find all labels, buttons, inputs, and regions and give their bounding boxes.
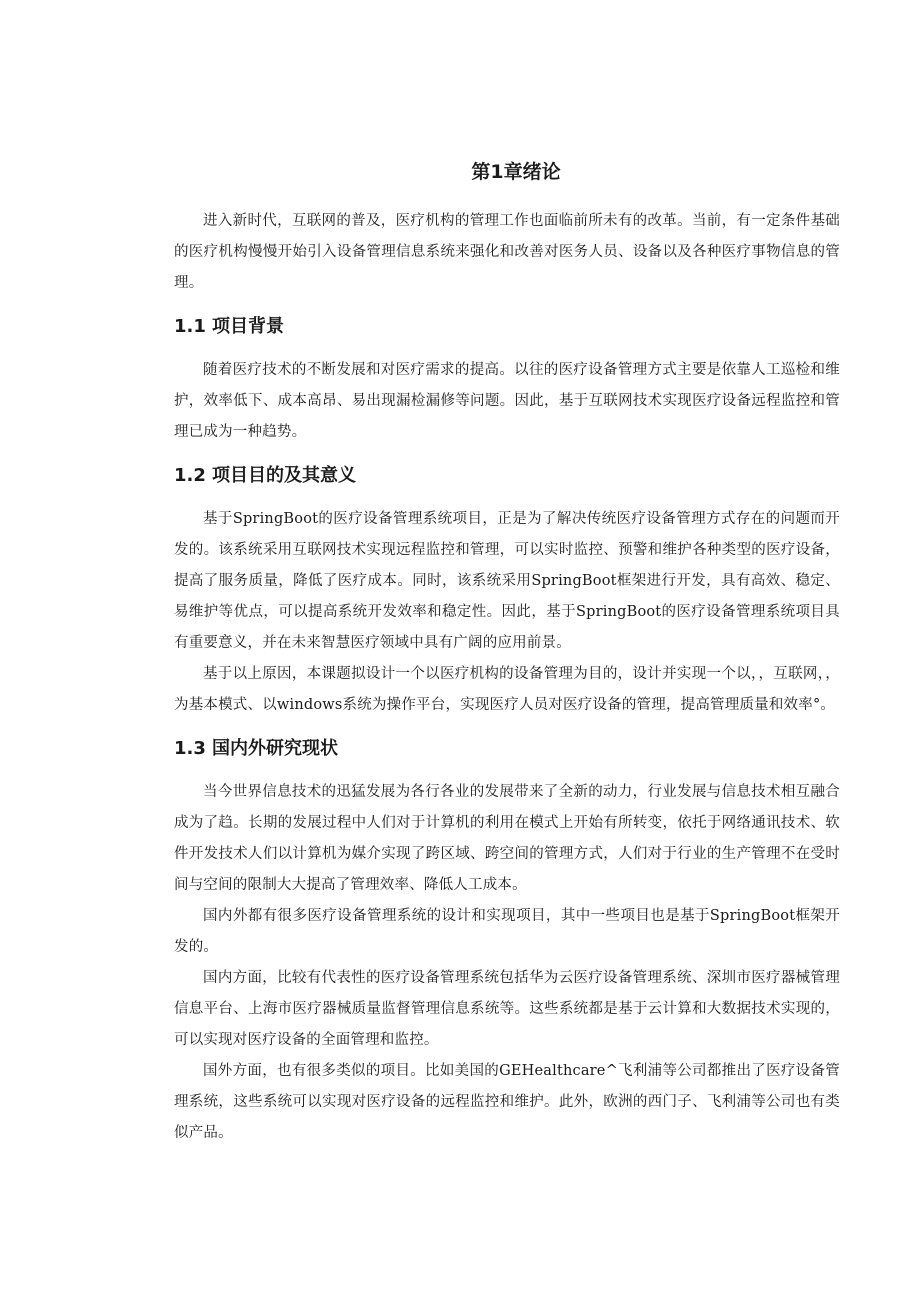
paragraph: 国外方面，也有很多类似的项目。比如美国的GEHealthcare^飞利浦等公司都推出了医疗设备管理系统，这些系统可以实现对医疗设备的远程监控和维护。此外，欧洲的西门子、飞利浦等公司也有类似产品。 [174, 1063, 840, 1141]
section-title: 项目目的及其意义 [212, 465, 356, 486]
section-number: 1.3 [174, 738, 206, 759]
paragraph: 基于SpringBoot的医疗设备管理系统项目，正是为了解决传统医疗设备管理方式存在的问题而开发的。该系统采用互联网技术实现远程监控和管理，可以实时监控、预警和维护各种类型的医疗设备，提高了服务质量，降低了医疗成本。同时，该系统采用SpringBoot框架进行开发，具有高效、稳定、易维护等优点，可以提高系统开发效率和稳定性。因此，基于SpringBoot的医疗设备管理系统项目具有重要意义，并在未来智慧医疗领域中具有广阔的应用前景。 [174, 511, 840, 651]
paragraph: 国内方面，比较有代表性的医疗设备管理系统包括华为云医疗设备管理系统、深圳市医疗器械管理信息平台、上海市医疗器械质量监督管理信息系统等。这些系统都是基于云计算和大数据技术实现的，可以实现对医疗设备的全面管理和监控。 [174, 970, 840, 1048]
section-title: 国内外研究现状 [212, 738, 338, 759]
paragraph: 随着医疗技术的不断发展和对医疗需求的提高。以往的医疗设备管理方式主要是依靠人工巡检和维护，效率低下、成本高昂、易出现漏检漏修等问题。因此，基于互联网技术实现医疗设备远程监控和管理已成为一种趋势。 [174, 362, 840, 440]
section-heading-1-3 [174, 735, 840, 763]
chapter-title: 第1章绪论 [471, 161, 561, 183]
document-page [174, 156, 840, 1149]
section-number: 1.1 [174, 316, 206, 337]
section-number: 1.2 [174, 465, 206, 486]
section-title: 项目背景 [212, 316, 284, 337]
chapter-intro-paragraph: 进入新时代，互联网的普及，医疗机构的管理工作也面临前所未有的改革。当前，有一定条件基础的医疗机构慢慢开始引入设备管理信息系统来强化和改善对医务人员、设备以及各种医疗事物信息的管理。 [174, 213, 840, 291]
paragraph: 当今世界信息技术的迅猛发展为各行各业的发展带来了全新的动力，行业发展与信息技术相互融合成为了趋。长期的发展过程中人们对于计算机的利用在模式上开始有所转变，依托于网络通讯技术、软件开发技术人们以计算机为媒介实现了跨区域、跨空间的管理方式，人们对于行业的生产管理不在受时间与空间的限制大大提高了管理效率、降低人工成本。 [174, 784, 840, 893]
paragraph: 基于以上原因，本课题拟设计一个以医疗机构的设备管理为目的，设计并实现一个以，，互联网，，为基本模式、以windows系统为操作平台，实现医疗人员对医疗设备的管理，提高管理质量和效率°。 [174, 666, 840, 713]
paragraph: 国内外都有很多医疗设备管理系统的设计和实现项目，其中一些项目也是基于SpringBoot框架开发的。 [174, 908, 840, 955]
section-heading-1-2 [174, 462, 840, 490]
section-heading-1-1 [174, 313, 840, 341]
